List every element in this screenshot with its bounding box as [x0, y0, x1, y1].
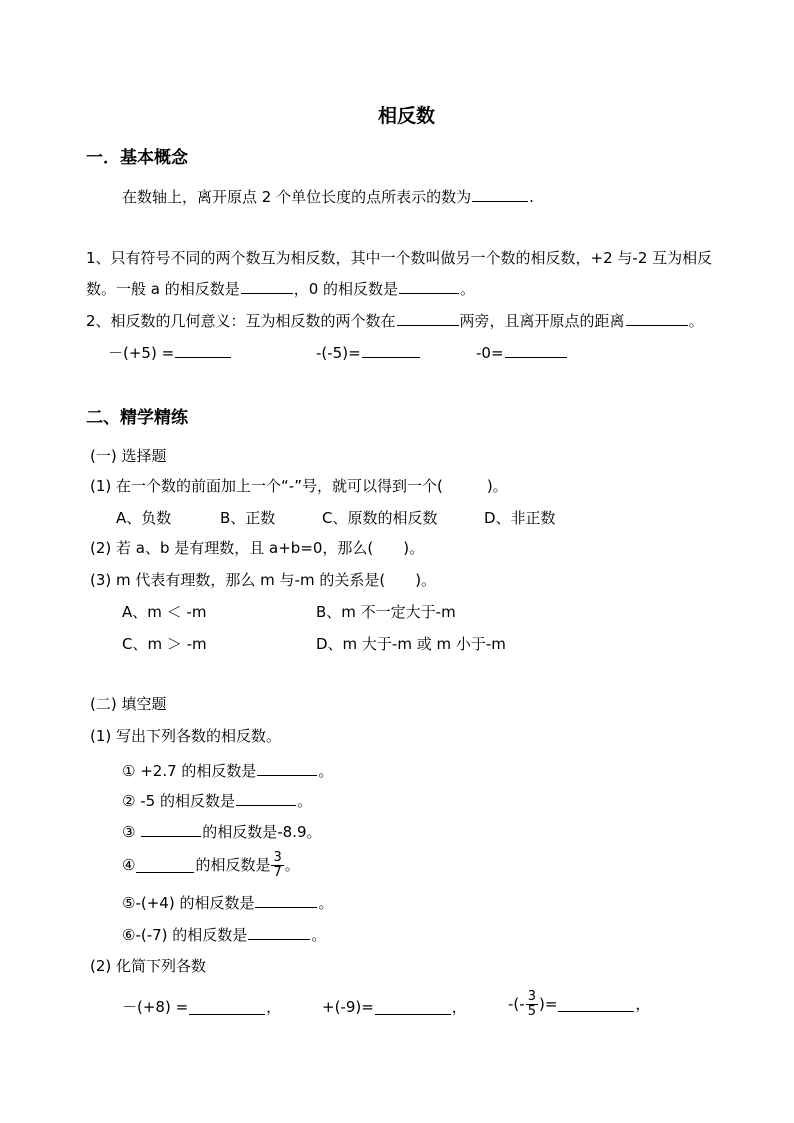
fill-item-1	[122, 760, 333, 781]
exercise-2-text: -(-5)=	[316, 344, 361, 362]
answer-blank[interactable]	[236, 790, 296, 806]
simplify-3-suffix: )=	[538, 995, 558, 1013]
answer-blank[interactable]	[505, 342, 567, 358]
question-3-option-b: B、m 不一定大于-m	[316, 603, 456, 621]
answer-blank[interactable]	[189, 999, 265, 1015]
exercise-2	[316, 342, 421, 363]
fill-item-5-text: ⑤-(+4) 的相反数是	[122, 894, 255, 912]
simplify-3	[508, 984, 650, 1024]
question-2	[90, 538, 424, 558]
comma: ，	[266, 998, 282, 1016]
geometric-text-a: 2、相反数的几何意义：互为相反数的两个数在	[86, 312, 396, 330]
fill-item-6-text: ⑥-(-7) 的相反数是	[122, 926, 248, 944]
definition-line-1: 1、只有符号不同的两个数互为相反数，其中一个数叫做另一个数的相反数，+2 与-2 互为相反	[86, 249, 713, 267]
answer-blank[interactable]	[141, 821, 201, 837]
definition-text-c: 。	[460, 280, 476, 298]
fill-item-5	[122, 892, 333, 913]
fill-item-end: 。	[318, 762, 334, 780]
fill-question-2: (2) 化简下列各数	[90, 957, 207, 975]
comma: ，	[451, 998, 467, 1016]
fill-item-6	[122, 924, 326, 945]
definition-text-b: ，0 的相反数是	[293, 280, 399, 298]
intro-end: .	[529, 188, 534, 206]
fraction-numerator: 3	[273, 849, 282, 865]
comma: ，	[635, 995, 651, 1013]
intro-question	[122, 186, 534, 207]
question-3	[90, 570, 436, 590]
answer-blank[interactable]	[241, 278, 293, 294]
fill-item-4-text-a: ④	[122, 856, 136, 874]
definition-text-a: 数。一般 a 的相反数是	[86, 280, 240, 298]
simplify-3-prefix: -(-	[508, 995, 525, 1013]
simplify-2	[322, 990, 467, 1024]
question-3-option-a: A、m ＜ -m	[122, 603, 207, 621]
simplify-1	[122, 990, 281, 1024]
definition-line-2	[86, 278, 475, 299]
exercise-3	[476, 342, 568, 363]
fill-item-2	[122, 790, 312, 811]
fill-item-end: 。	[296, 792, 312, 810]
fill-item-3-text-b: 的相反数是-8.9。	[202, 823, 322, 841]
exercise-3-text: -0=	[476, 344, 504, 362]
question-3-option-c: C、m ＞ -m	[122, 635, 207, 653]
fill-item-3-text-a: ③	[122, 823, 141, 841]
answer-blank[interactable]	[255, 892, 317, 908]
fill-question-1: (1) 写出下列各数的相反数。	[90, 727, 282, 745]
intro-text: 在数轴上，离开原点 2 个单位长度的点所表示的数为	[122, 188, 472, 206]
section-heading-practice: 二、精学精练	[86, 408, 188, 428]
fraction	[271, 851, 283, 880]
exercise-1-text: －(+5) =	[108, 344, 175, 362]
simplify-1-text: －(+8) =	[122, 998, 189, 1016]
question-1-end: )。	[486, 477, 508, 495]
question-3-end: )。	[415, 571, 437, 589]
fill-item-1-text: ① +2.7 的相反数是	[122, 762, 257, 780]
question-3-text: (3) m 代表有理数，那么 m 与-m 的关系是(	[90, 571, 386, 589]
fraction-denominator: 7	[273, 864, 282, 880]
question-2-end: )。	[403, 539, 425, 557]
fill-item-4-text-b: 的相反数是	[195, 856, 271, 874]
fraction-numerator: 3	[527, 988, 536, 1004]
section-heading-basic-concepts: 一．基本概念	[86, 148, 188, 168]
answer-blank[interactable]	[375, 999, 451, 1015]
fill-item-2-text: ② -5 的相反数是	[122, 792, 235, 810]
fraction-denominator: 5	[527, 1003, 536, 1019]
question-1-option-a: A、负数	[116, 509, 172, 527]
geometric-text-c: 。	[688, 312, 704, 330]
question-1	[90, 476, 508, 496]
question-1-text: (1) 在一个数的前面加上一个“-”号，就可以得到一个(	[90, 477, 443, 495]
page-title: 相反数	[378, 105, 436, 127]
simplify-2-text: +(-9)=	[322, 998, 374, 1016]
answer-blank[interactable]	[626, 310, 688, 326]
answer-blank[interactable]	[257, 760, 317, 776]
answer-blank[interactable]	[136, 857, 194, 873]
fraction	[526, 990, 538, 1019]
question-2-text: (2) 若 a、b 是有理数，且 a+b=0，那么(	[90, 539, 374, 557]
answer-blank[interactable]	[397, 310, 459, 326]
answer-blank[interactable]	[248, 924, 310, 940]
geometric-meaning-line	[86, 310, 704, 331]
question-1-option-b: B、正数	[220, 509, 276, 527]
subsection-fill-in: (二) 填空题	[90, 695, 167, 713]
answer-blank[interactable]	[558, 996, 634, 1012]
answer-blank[interactable]	[399, 278, 459, 294]
fill-item-3	[122, 821, 322, 842]
question-1-option-d: D、非正数	[484, 509, 556, 527]
answer-blank[interactable]	[362, 342, 420, 358]
fill-item-end: 。	[311, 926, 327, 944]
fill-item-end: 。	[284, 856, 300, 874]
answer-blank[interactable]	[175, 342, 231, 358]
fill-item-4	[122, 848, 300, 882]
question-3-option-d: D、m 大于-m 或 m 小于-m	[316, 635, 506, 653]
subsection-choice: (一) 选择题	[90, 447, 167, 465]
fill-item-end: 。	[318, 894, 334, 912]
answer-blank[interactable]	[472, 186, 528, 202]
question-1-option-c: C、原数的相反数	[322, 509, 438, 527]
exercise-1	[108, 342, 232, 363]
geometric-text-b: 两旁，且离开原点的距离	[459, 312, 625, 330]
